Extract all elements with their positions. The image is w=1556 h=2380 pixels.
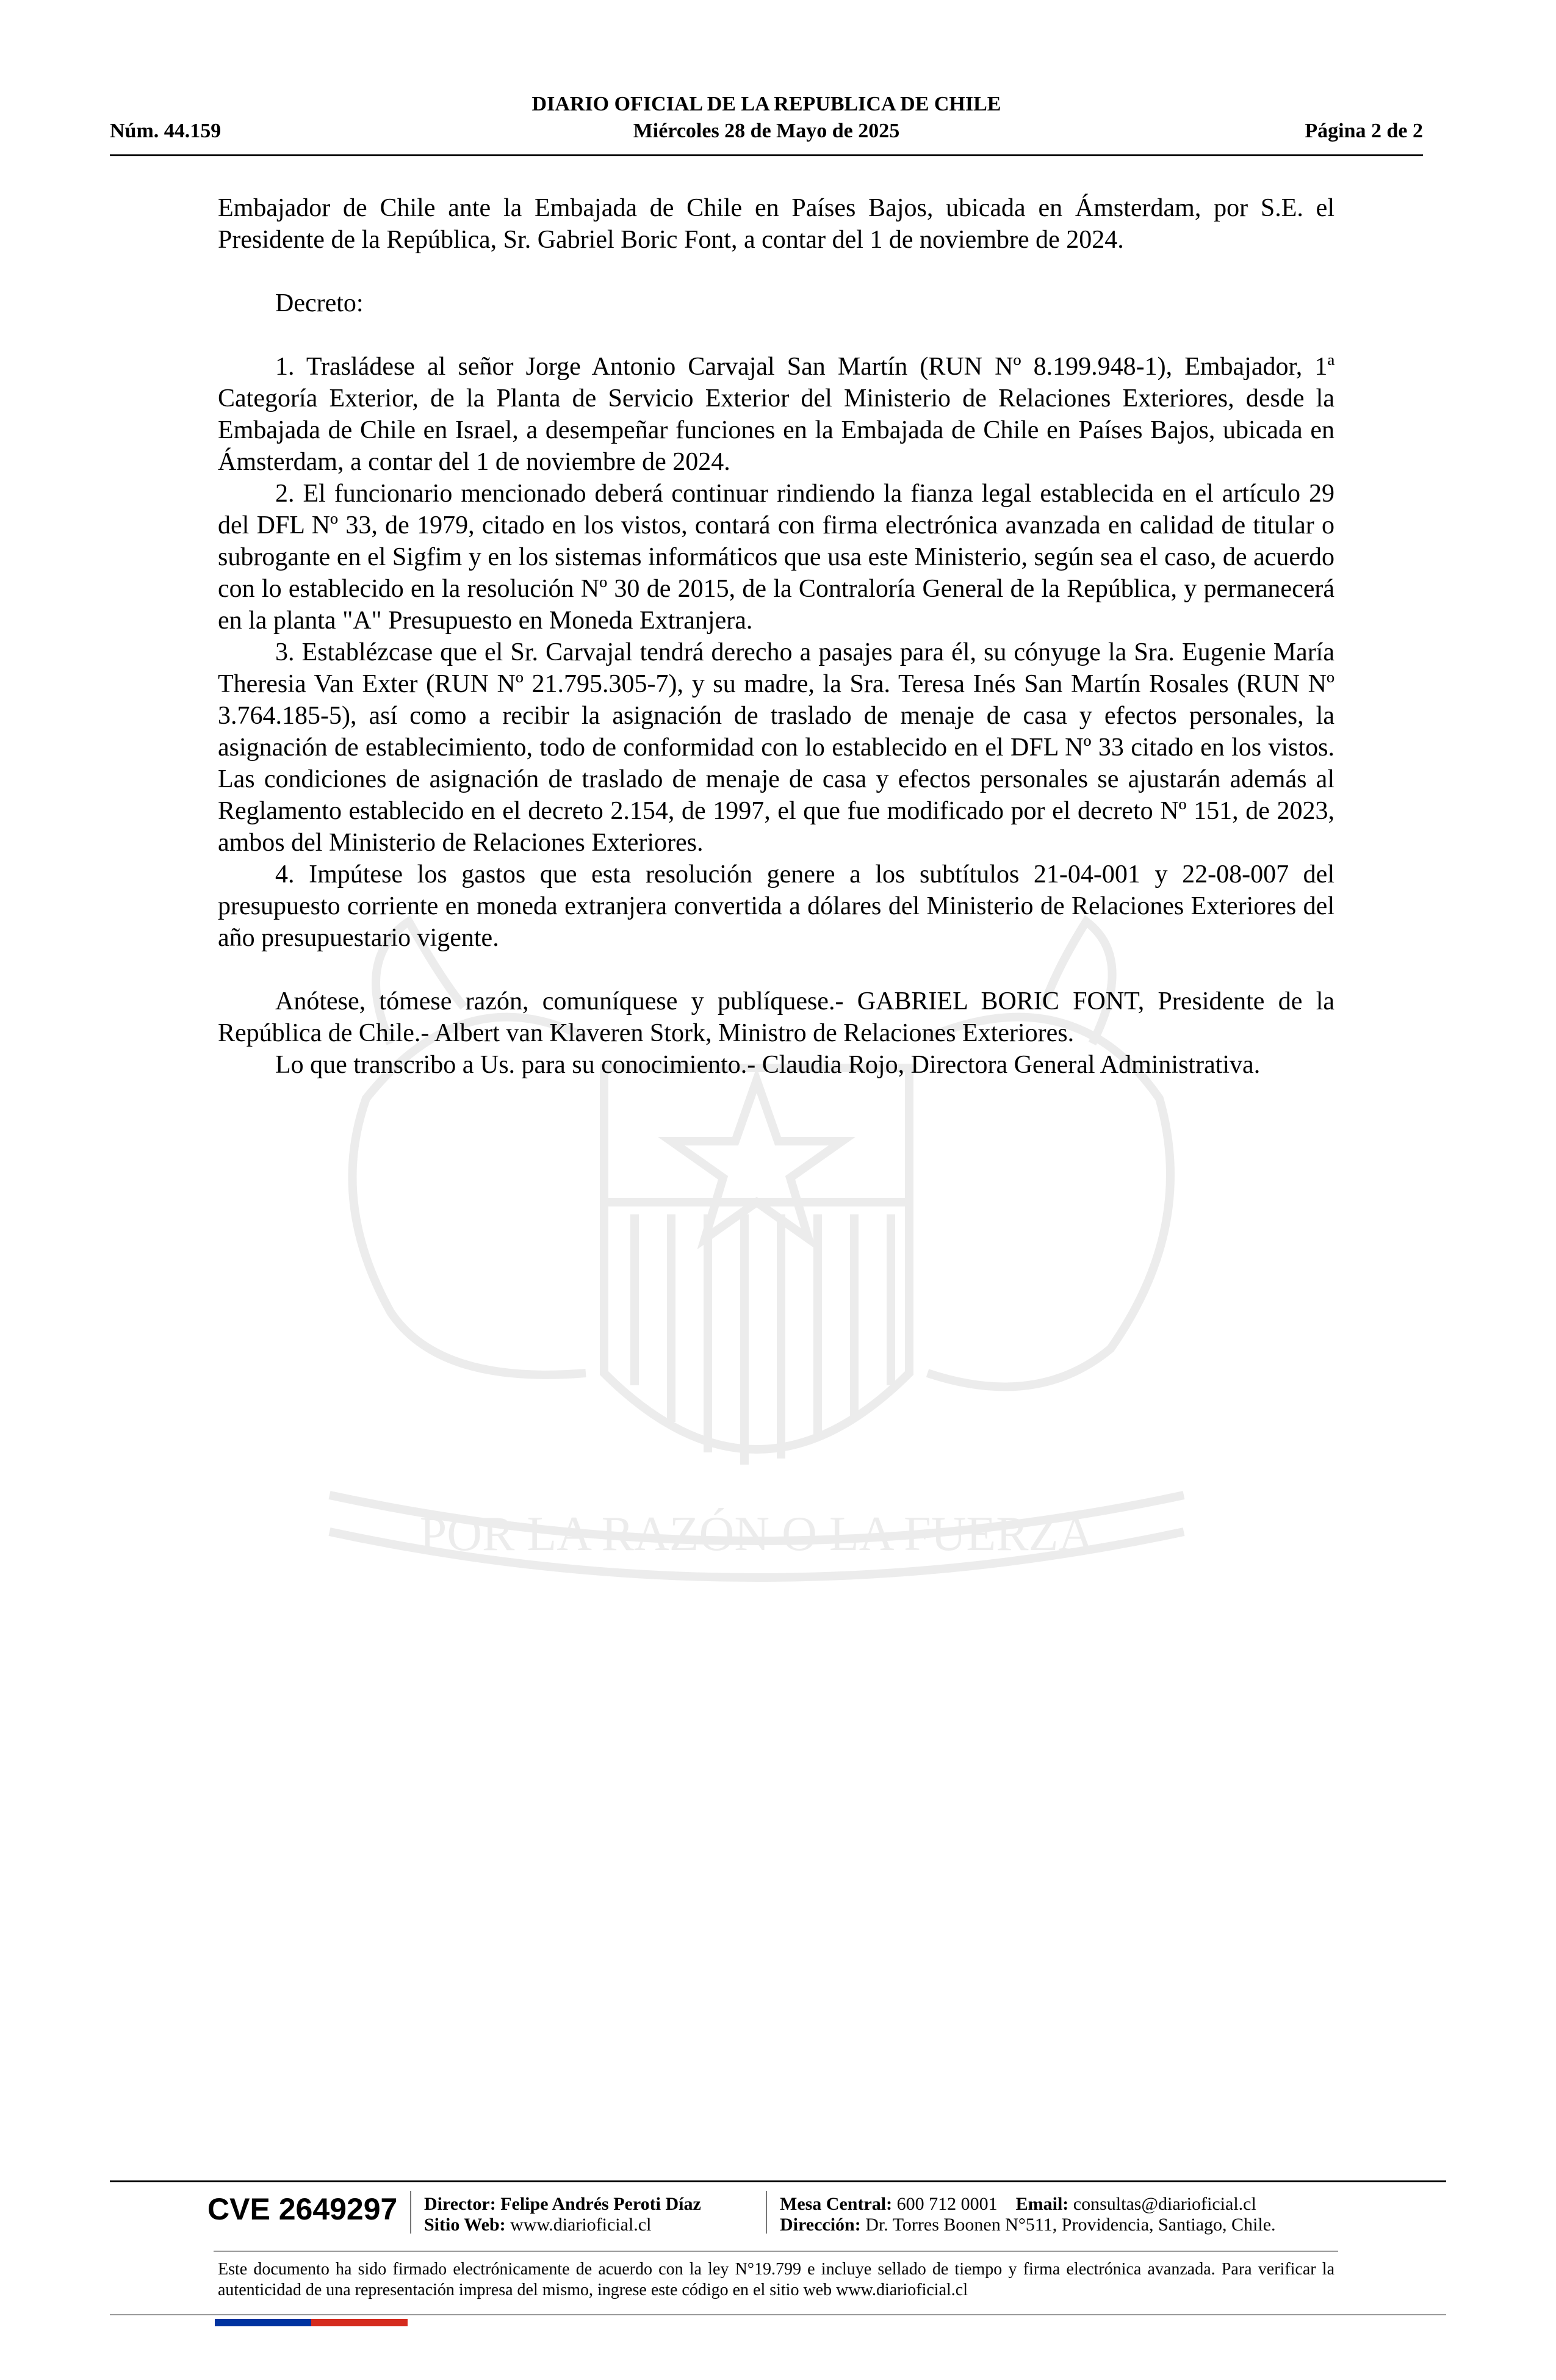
footer-divider [110,2314,1446,2315]
phone-number: 600 712 0001 [896,2194,998,2214]
footer-separator [410,2191,411,2234]
email-label: Email: [1015,2194,1069,2214]
footer-divider [110,2180,1446,2182]
flag-stripe-blue [215,2319,311,2326]
footer-separator [766,2191,767,2234]
email-link[interactable]: consultas@diarioficial.cl [1073,2194,1256,2214]
address-value: Dr. Torres Boonen N°511, Providencia, Santiago, Chile. [865,2215,1276,2235]
intro-paragraph: Embajador de Chile ante la Embajada de Chile en Países Bajos, ubicada en Ámsterdam, por S.E. el Presidente de la República, Sr. Gabriel Boric Font, a contar del 1 de noviembre de 2024. [218,194,1334,254]
article-4: 4. Impútese los gastos que esta resolución genere a los subtítulos 21-04-001 y 22-08-007 del presupuesto corriente en moneda extranjera convertida a dólares del Ministerio de Relaciones Exteriores del año presupuestario vigente. [218,860,1334,952]
address-label: Dirección: [780,2215,861,2235]
issue-date: Miércoles 28 de Mayo de 2025 [633,120,900,142]
footer-divider [214,2251,1338,2252]
article-3: 3. Establézcase que el Sr. Carvajal tendrá derecho a pasajes para él, su cónyuge la Sra. Eugenie María Theresia Van Exter (RUN Nº 21.795.305-7), y su madre, la Sra. Teresa Inés San Martín Rosales (RUN Nº 3.764.185-5), así como a recibir la asignación de traslado de menaje de casa y efectos personales, la asignación de establecimiento, todo de conformidad con lo establecido en el DFL Nº 33 citado en los vistos. Las condiciones de asignación de traslado de menaje de casa y efectos personales se ajustarán además al Reglamento establecido en el decreto 2.154, de 1997, el que fue modificado por el decreto Nº 151, de 2023, ambos del Ministerio de Relaciones Exteriores. [218,638,1334,857]
footer-contact-block [780,2194,1276,2235]
decreto-heading: Decreto: [275,289,364,317]
legal-notice: Este documento ha sido firmado electrónicamente de acuerdo con la ley N°19.799 e incluye sellado de tiempo y firma electrónica avanzada. Para verificar la autenticidad de una representación impresa del mismo, ingrese este código en el sitio web www.diarioficial.cl [218,2260,1334,2299]
header-divider [110,154,1423,156]
closing-paragraph: Anótese, tómese razón, comuníquese y publíquese.- GABRIEL BORIC FONT, Presidente de la República de Chile.- Albert van Klaveren Stork, Ministro de Relaciones Exteriores. [218,987,1334,1047]
director-label: Director: [424,2194,496,2214]
cve-code: CVE 2649297 [207,2192,398,2226]
watermark-motto: POR LA RAZÓN O LA FUERZA [419,1507,1094,1561]
page-indicator: Página 2 de 2 [1305,120,1423,142]
phone-label: Mesa Central: [780,2194,893,2214]
article-1: 1. Trasládese al señor Jorge Antonio Carvajal San Martín (RUN Nº 8.199.948-1), Embajador, 1ª Categoría Exterior, de la Planta de Servicio Exterior del Ministerio de Relaciones Exteriores, desde la Embajada de Chile en Israel, a desempeñar funciones en la Embajada de Chile en Países Bajos, ubicada en Ámsterdam, a contar del 1 de noviembre de 2024. [218,353,1334,476]
document-body [218,192,1334,1081]
website-link[interactable]: www.diarioficial.cl [510,2215,652,2235]
website-label: Sitio Web: [424,2215,506,2235]
issue-number: Núm. 44.159 [110,120,222,142]
footer-director-block [424,2194,701,2235]
article-2: 2. El funcionario mencionado deberá continuar rindiendo la fianza legal establecida en el artículo 29 del DFL Nº 33, de 1979, citado en los vistos, contará con firma electrónica avanzada en calidad de titular o subrogante en el Sigfim y en los sistemas informáticos que usa este Ministerio, según sea el caso, de acuerdo con lo establecido en la resolución Nº 30 de 2015, de la Contraloría General de la República, y permanecerá en la planta "A" Presupuesto en Moneda Extranjera. [218,480,1334,635]
page-header [110,93,1423,160]
gazette-title: DIARIO OFICIAL DE LA REPUBLICA DE CHILE [531,93,1001,115]
director-name: Felipe Andrés Peroti Díaz [500,2194,701,2214]
flag-stripe-red [311,2319,408,2326]
transcription-paragraph: Lo que transcribo a Us. para su conocimiento.- Claudia Rojo, Directora General Administrativa. [275,1051,1261,1079]
